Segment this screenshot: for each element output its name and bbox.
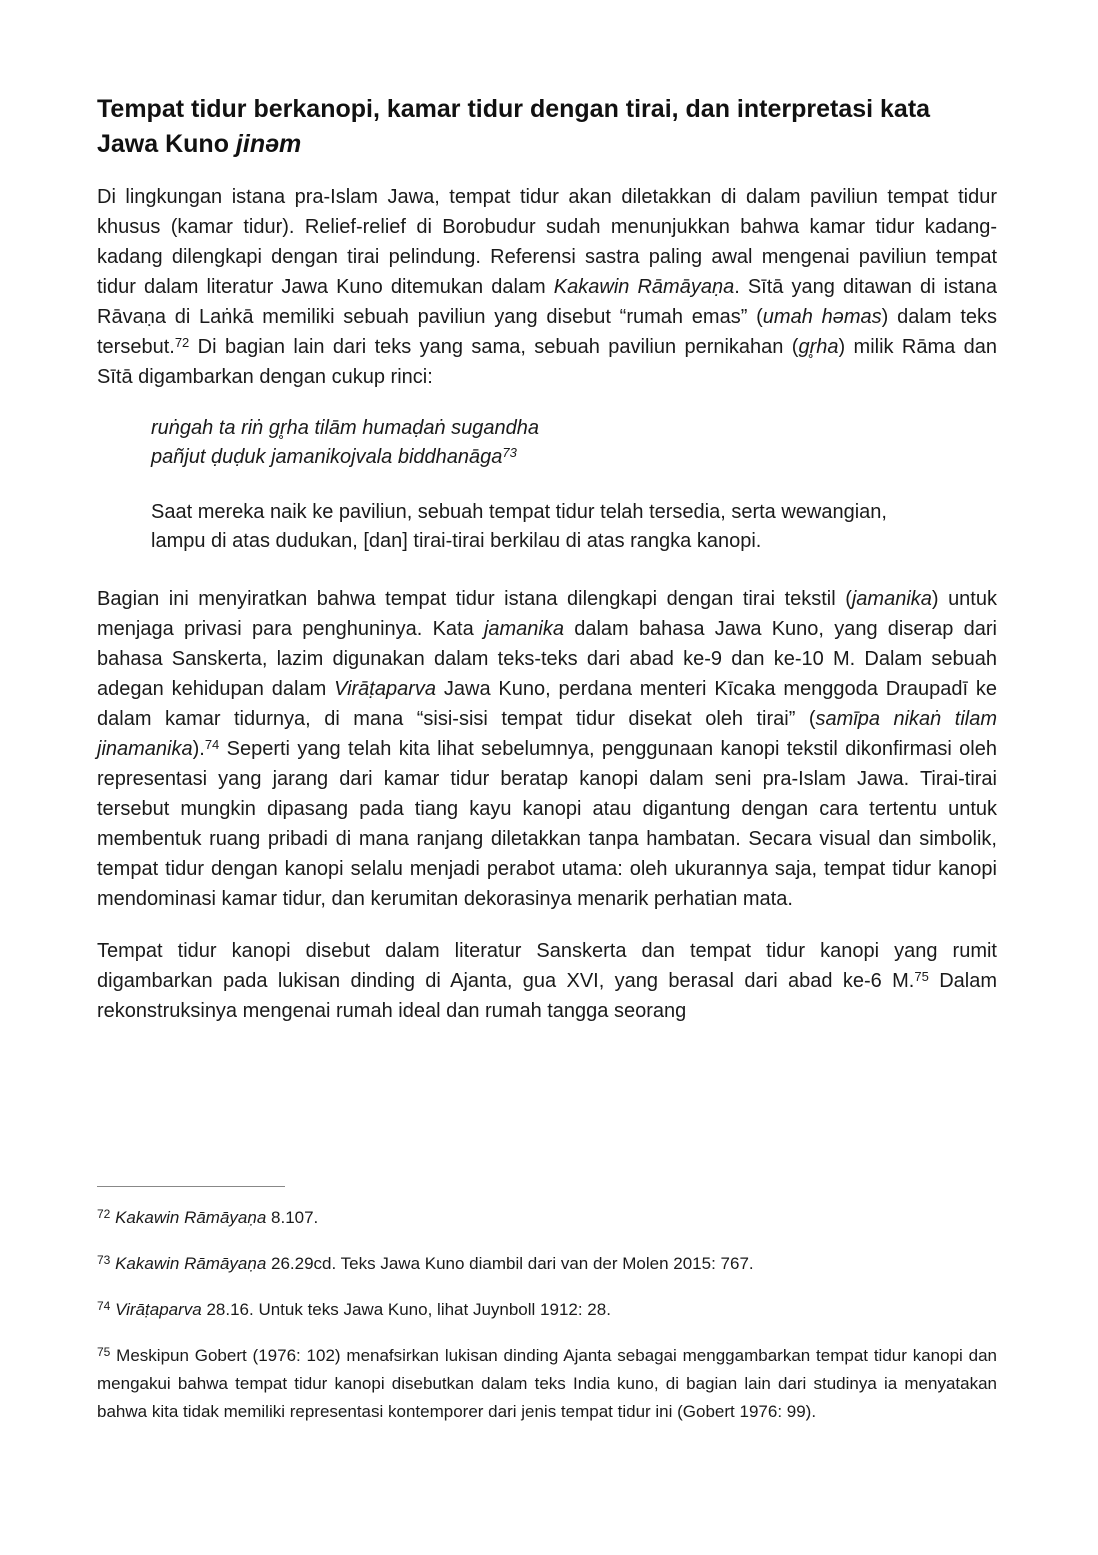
verse-line-1: ruṅgah ta riṅ gr̥ha tilām humaḍaṅ sugandha: [151, 417, 540, 439]
footnote-72: $^{72}$ Kakawin Rāmāyaṇa 8.107.: [97, 1207, 319, 1227]
verse-line-2: pañjut ḍuḍuk jamanikojvala biddhanāga$^{73}$: [151, 445, 517, 468]
footnote-number: 75: [97, 1345, 111, 1359]
footnote-ref-72[interactable]: 72: [174, 335, 190, 350]
verse-translation: [151, 498, 941, 556]
italic-title: Virāṭaparva: [334, 678, 437, 700]
italic-term: jamanika: [851, 588, 932, 610]
italic-term: jamanika: [483, 618, 564, 640]
paragraph-3: Tempat tidur kanopi disebut dalam literatur Sanskerta dan tempat tidur kanopi yang rumit digambarkan pada lukisan dinding di Ajanta, gua XVI, yang berasal dari abad ke-6 M.$^{75}$ Dalam rekonstruksinya mengenai rumah ideal dan rumah tangga seorang: [97, 940, 997, 1022]
section-heading: [97, 92, 997, 162]
verse-quote: [151, 414, 941, 472]
italic-term: gr̥ha: [798, 336, 839, 358]
footnote-number: 73: [97, 1253, 111, 1267]
heading-text: Tempat tidur berkanopi, kamar tidur dengan tirai, dan interpretasi kata Jawa Kuno: [97, 95, 931, 158]
translation-line-1: Saat mereka naik ke paviliun, sebuah tempat tidur telah tersedia, serta wewangian,: [151, 501, 887, 523]
footnote-ref-74[interactable]: 74: [204, 737, 220, 752]
footnote-73: $^{73}$ Kakawin Rāmāyaṇa 26.29cd. Teks Jawa Kuno diambil dari van der Molen 2015: 767.: [97, 1253, 754, 1273]
translation-line-2: lampu di atas dudukan, [dan] tirai-tirai berkilau di atas rangka kanopi.: [151, 530, 762, 552]
paragraph-1: Di lingkungan istana pra-Islam Jawa, tempat tidur akan diletakkan di dalam paviliun tempat tidur khusus (kamar tidur). Relief-relief di Borobudur sudah menunjukkan bahwa kamar tidur kadang-kadang dilengkapi dengan tirai pelindung. Referensi sastra paling awal mengenai paviliun tempat tidur dalam literatur Jawa Kuno ditemukan dalam Kakawin Rāmāyaṇa. Sītā yang ditawan di istana Rāvaṇa di Laṅkā memiliki sebuah paviliun yang disebut “rumah emas” (umah həmas) dalam teks tersebut.$^{72}$ Di bagian lain dari teks yang sama, sebuah paviliun pernikahan (gr̥ha) milik Rāma dan Sītā digambarkan dengan cukup rinci:: [97, 186, 998, 388]
footnote-74: $^{74}$ Virāṭaparva 28.16. Untuk teks Jawa Kuno, lihat Juynboll 1912: 28.: [97, 1299, 611, 1319]
italic-title: Kakawin Rāmāyaṇa: [553, 276, 735, 298]
footnote-divider: [97, 1186, 285, 1187]
footnote-number: 74: [97, 1299, 111, 1313]
paragraph-2: Bagian ini menyiratkan bahwa tempat tidur istana dilengkapi dengan tirai tekstil (jamanika) untuk menjaga privasi para penghuninya. Kata jamanika dalam bahasa Jawa Kuno, yang diserap dari bahasa Sanskerta, lazim digunakan dalam teks-teks dari abad ke-9 dan ke-10 M. Dalam sebuah adegan kehidupan dalam Virāṭaparva Jawa Kuno, perdana menteri Kīcaka menggoda Draupadī ke dalam kamar tidurnya, di mana “sisi-sisi tempat tidur disekat oleh tirai” (samīpa nikaṅ tilam jinamanika).$^{74}$ Seperti yang telah kita lihat sebelumnya, penggunaan kanopi tekstil dikonfirmasi oleh representasi yang jarang dari kamar tidur beratap kanopi dalam seni pra-Islam Jawa. Tirai-tirai tersebut mungkin dipasang pada tiang kayu kanopi atau digantung dengan cara tertentu untuk membentuk ruang pribadi di mana ranjang diletakkan tanpa hambatan. Secara visual dan simbolik, tempat tidur dengan kanopi selalu menjadi perabot utama: oleh ukurannya saja, tempat tidur kanopi mendominasi kamar tidur, dan kerumitan dekorasinya menarik perhatian mata.: [97, 588, 998, 910]
footnote-ref-73[interactable]: 73: [502, 445, 517, 460]
italic-term: umah həmas: [762, 306, 882, 328]
heading-italic-term: jinəm: [235, 130, 302, 158]
footnote-75: $^{75}$ Meskipun Gobert (1976: 102) menafsirkan lukisan dinding Ajanta sebagai menggambarkan tempat tidur kanopi dan mengakui bahwa tempat tidur kanopi disebutkan dalam teks India kuno, di bagian lain dari studinya ia menyatakan bahwa kita tidak memiliki representasi kontemporer dari jenis tempat tidur ini (Gobert 1976: 99).: [97, 1345, 997, 1421]
footnote-number: 72: [97, 1207, 111, 1221]
footnotes: [97, 1204, 997, 1444]
footnote-ref-75[interactable]: 75: [914, 969, 929, 984]
page-content: [97, 92, 997, 1048]
italic-term: samīpa nikaṅ tilam jinamanika: [97, 708, 998, 760]
